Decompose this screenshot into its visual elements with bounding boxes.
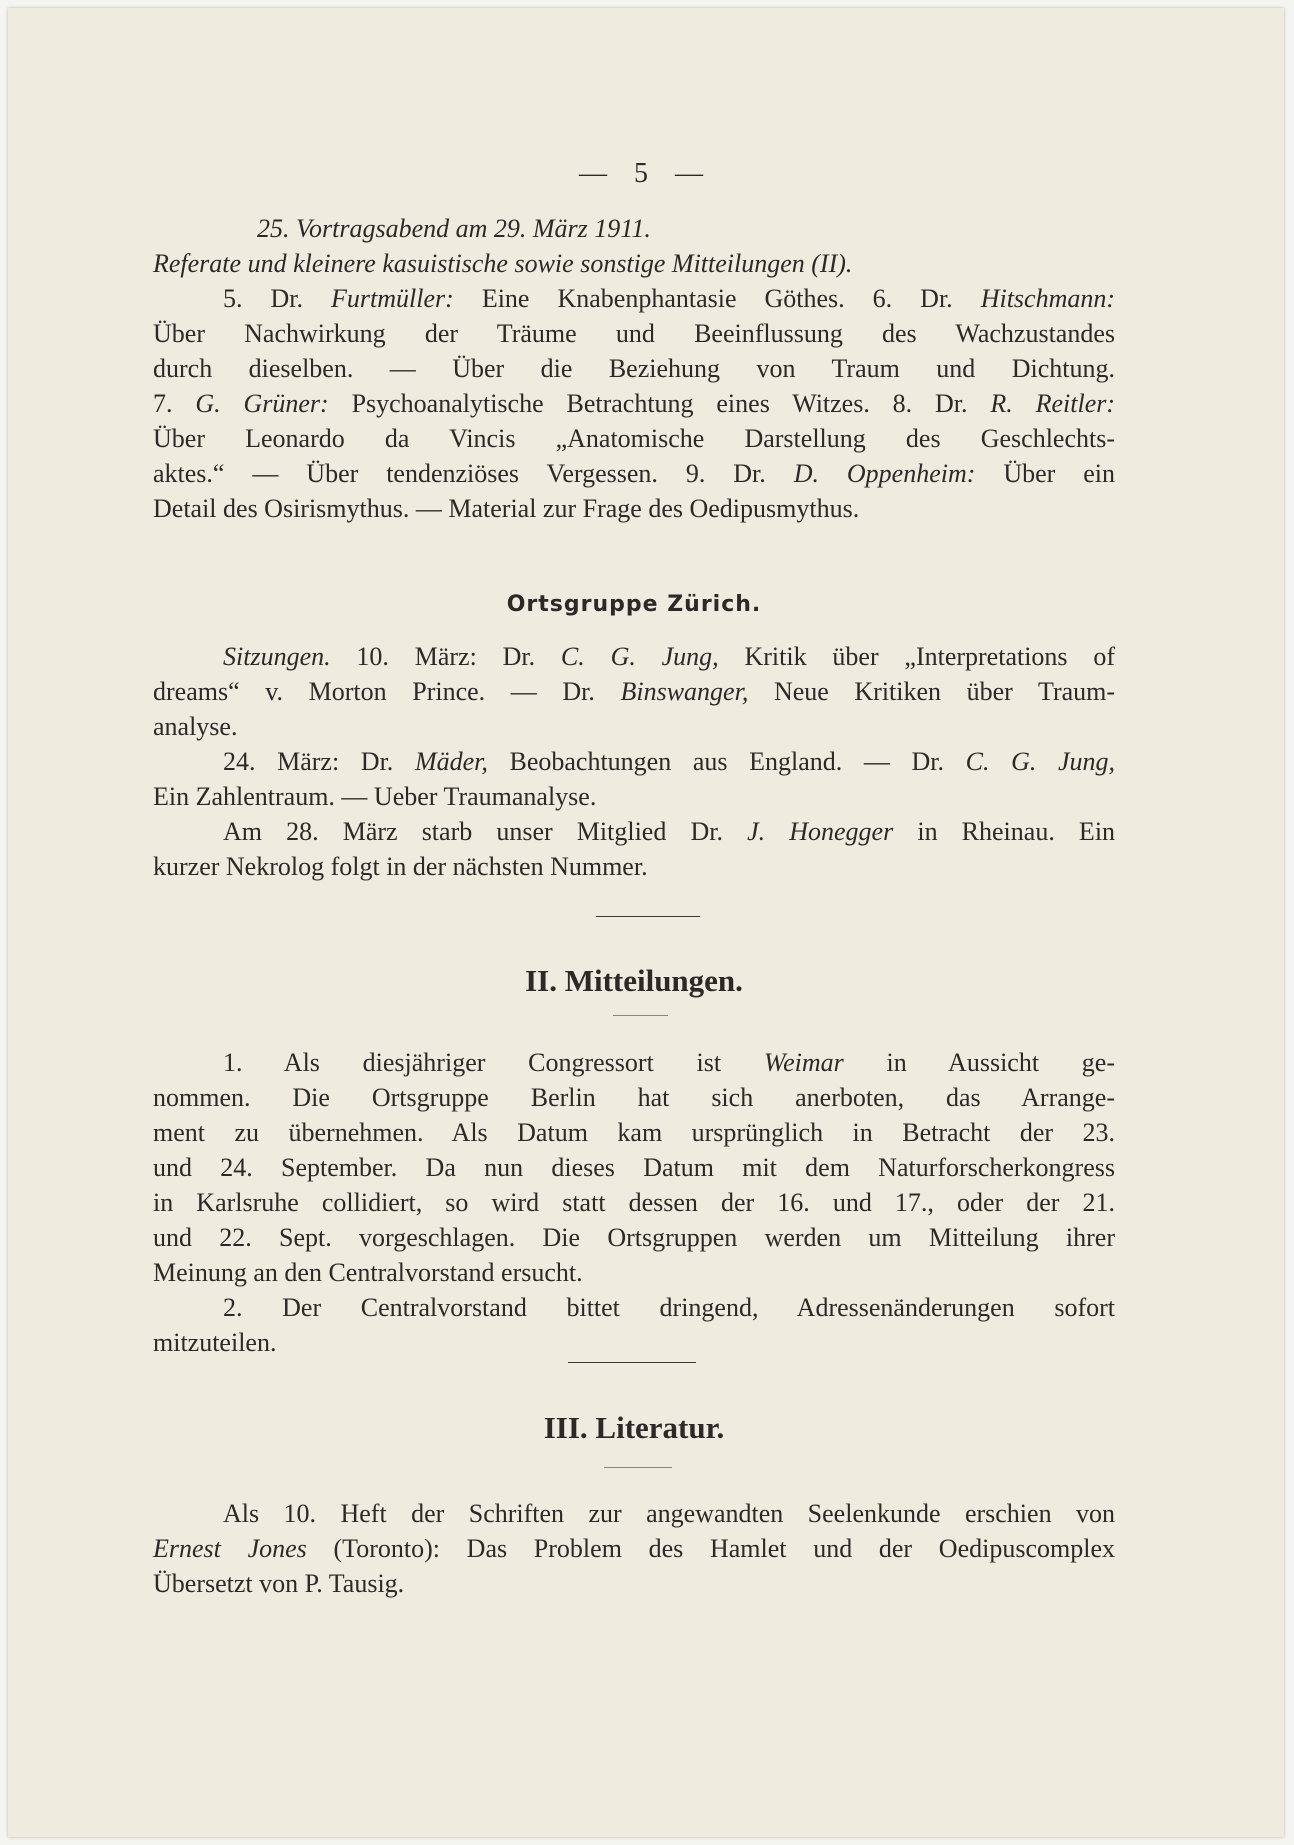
text-line: 24. März: Dr. Mäder, Beobachtungen aus England. — Dr. C. G. Jung, [223,747,1116,776]
text-line: analyse. [153,712,238,741]
text-line: Als 10. Heft der Schriften zur angewandten Seelenkunde erschien von [223,1499,1115,1528]
section-divider [596,916,700,917]
literatur-section [153,1496,1115,1601]
text-line: Über Leonardo da Vincis „Anatomische Darstellung des Geschlechts- [153,424,1115,453]
text-line: Detail des Osirismythus. — Material zur Frage des Oedipusmythus. [153,494,860,523]
text-line: 1. Als diesjähriger Congressort ist Weimar in Aussicht ge- [223,1048,1115,1077]
text-line: nommen. Die Ortsgruppe Berlin hat sich anerboten, das Arrange- [153,1083,1115,1112]
lecture-evening-heading: 25. Vortragsabend am 29. März 1911. [257,214,651,243]
zurich-section [153,639,1115,884]
lecture-evening-section [153,211,1115,526]
text-line: Sitzungen. 10. März: Dr. C. G. Jung, Kritik über „Interpretations of [223,642,1116,671]
mitteilungen-heading: II. Mitteilungen. [525,963,743,998]
text-line: kurzer Nekrolog folgt in der nächsten Nummer. [153,852,648,881]
text-line: durch dieselben. — Über die Beziehung von Traum und Dichtung. [153,354,1115,383]
text-line: ment zu übernehmen. Als Datum kam ursprünglich in Betracht der 23. [153,1118,1115,1147]
text-line: mitzuteilen. [153,1328,277,1357]
text-line: Ernest Jones (Toronto): Das Problem des Hamlet und der Oedipuscomplex [153,1534,1115,1563]
text-line: und 22. Sept. vorgeschlagen. Die Ortsgruppen werden um Mitteilung ihrer [153,1223,1115,1252]
text-line: aktes.“ — Über tendenziöses Vergessen. 9. Dr. D. Oppenheim: Über ein [153,459,1116,488]
page-number: — 5 — [579,158,713,189]
zurich-heading: Ortsgruppe Zürich. [506,592,762,617]
section-divider [568,1362,696,1363]
heading-underline [613,1015,668,1016]
text-line: Ein Zahlentraum. — Ueber Traumanalyse. [153,782,597,811]
page [8,8,1284,1837]
text-line: 2. Der Centralvorstand bittet dringend, Adressenänderungen sofort [223,1293,1115,1322]
text-line: und 24. September. Da nun dieses Datum mit dem Naturforscherkongress [153,1153,1115,1182]
text-line: Am 28. März starb unser Mitglied Dr. J. Honegger in Rheinau. Ein [223,817,1116,846]
text-line: 5. Dr. Furtmüller: Eine Knabenphantasie Göthes. 6. Dr. Hitschmann: [223,284,1116,313]
text-line: Übersetzt von P. Tausig. [153,1569,405,1598]
lecture-evening-subheading: Referate und kleinere kasuistische sowie sonstige Mitteilungen (II). [153,249,853,278]
heading-underline [604,1467,672,1468]
text-line: dreams“ v. Morton Prince. — Dr. Binswanger, Neue Kritiken über Traum- [153,677,1116,706]
mitteilungen-section [153,1045,1115,1360]
text-line: in Karlsruhe collidiert, so wird statt dessen der 16. und 17., oder der 21. [153,1188,1115,1217]
text-line: Meinung an den Centralvorstand ersucht. [153,1258,583,1287]
text-line: 7. G. Grüner: Psychoanalytische Betrachtung eines Witzes. 8. Dr. R. Reitler: [153,389,1116,418]
literatur-heading: III. Literatur. [543,1410,725,1445]
text-line: Über Nachwirkung der Träume und Beeinflussung des Wachzustandes [153,319,1115,348]
